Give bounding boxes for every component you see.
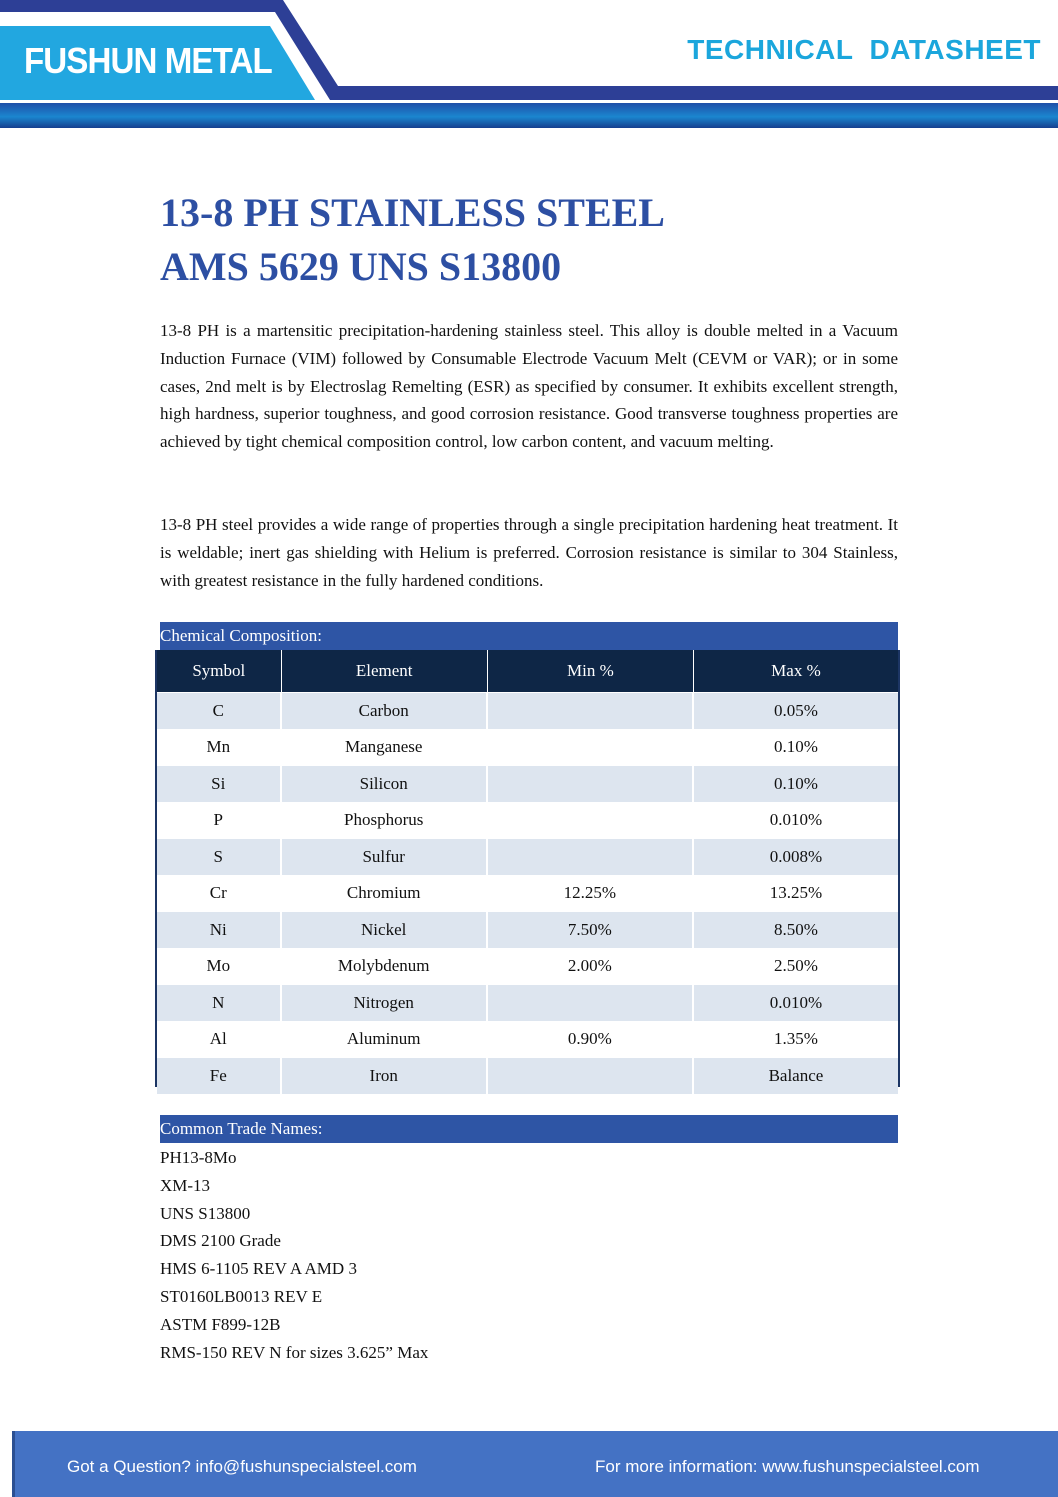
- cell-element: Sulfur: [282, 838, 488, 875]
- table-row: [157, 1057, 898, 1094]
- cell-min: 12.25%: [488, 875, 694, 912]
- list-item: ST0160LB0013 REV E: [160, 1286, 323, 1306]
- cell-max: 13.25%: [694, 875, 898, 912]
- table-row: [157, 802, 898, 839]
- cell-max: 0.010%: [694, 984, 898, 1021]
- cell-max: 0.010%: [694, 802, 898, 839]
- cell-symbol: N: [157, 984, 282, 1021]
- cell-min: [488, 765, 694, 802]
- cell-element: Silicon: [282, 765, 488, 802]
- table-row: [157, 692, 898, 729]
- cell-element: Nickel: [282, 911, 488, 948]
- table-row: [157, 948, 898, 985]
- cell-max: 0.10%: [694, 729, 898, 766]
- trade-names-list: [160, 1144, 428, 1366]
- column-header-symbol: Symbol: [157, 650, 282, 692]
- table-row: [157, 1021, 898, 1058]
- cell-max: 0.05%: [694, 692, 898, 729]
- intro-paragraph-2: 13-8 PH steel provides a wide range of properties through a single precipitation hardening heat treatment. It is weldable; inert gas shielding with Helium is preferred. Corrosion resistance is similar to 304 Stainless, with greatest resistance in the fully hardened conditions.: [160, 515, 898, 590]
- cell-max: Balance: [694, 1057, 898, 1094]
- table-row: [157, 984, 898, 1021]
- table-row: [157, 765, 898, 802]
- cell-symbol: Cr: [157, 875, 282, 912]
- contact-email-text[interactable]: Got a Question? info@fushunspecialsteel.com: [67, 1457, 417, 1476]
- cell-symbol: Ni: [157, 911, 282, 948]
- document-type-label: TECHNICAL DATASHEET: [687, 34, 1041, 65]
- cell-min: [488, 984, 694, 1021]
- cell-symbol: Si: [157, 765, 282, 802]
- page-header: [0, 0, 1058, 130]
- page-footer: [12, 1431, 1058, 1497]
- cell-max: 0.008%: [694, 838, 898, 875]
- list-item: RMS-150 REV N for sizes 3.625” Max: [160, 1342, 429, 1362]
- cell-element: Molybdenum: [282, 948, 488, 985]
- chemical-composition-table: [157, 650, 898, 1094]
- column-header-min: Min %: [488, 650, 694, 692]
- trade-names-heading: Common Trade Names:: [160, 1115, 898, 1143]
- cell-element: Manganese: [282, 729, 488, 766]
- cell-max: 1.35%: [694, 1021, 898, 1058]
- table-row: [157, 838, 898, 875]
- cell-symbol: Mn: [157, 729, 282, 766]
- cell-element: Phosphorus: [282, 802, 488, 839]
- list-item: ASTM F899-12B: [160, 1314, 281, 1334]
- cell-min: [488, 838, 694, 875]
- column-header-element: Element: [282, 650, 488, 692]
- table-row: [157, 875, 898, 912]
- brand-logo-text: FUSHUN METAL: [24, 40, 272, 81]
- list-item: DMS 2100 Grade: [160, 1231, 281, 1251]
- cell-symbol: P: [157, 802, 282, 839]
- list-item: XM-13: [160, 1175, 211, 1195]
- title-line-1: 13-8 PH STAINLESS STEEL: [160, 190, 665, 235]
- cell-min: 0.90%: [488, 1021, 694, 1058]
- cell-symbol: Mo: [157, 948, 282, 985]
- cell-element: Aluminum: [282, 1021, 488, 1058]
- cell-symbol: Fe: [157, 1057, 282, 1094]
- list-item: PH13-8Mo: [160, 1148, 237, 1167]
- cell-min: [488, 692, 694, 729]
- table-header-row: [157, 650, 898, 692]
- cell-max: 2.50%: [694, 948, 898, 985]
- cell-min: [488, 1057, 694, 1094]
- list-item: UNS S13800: [160, 1203, 251, 1223]
- list-item: HMS 6-1105 REV A AMD 3: [160, 1259, 357, 1279]
- cell-symbol: Al: [157, 1021, 282, 1058]
- cell-element: Chromium: [282, 875, 488, 912]
- cell-min: 2.00%: [488, 948, 694, 985]
- cell-min: [488, 802, 694, 839]
- cell-element: Carbon: [282, 692, 488, 729]
- cell-element: Nitrogen: [282, 984, 488, 1021]
- title-line-2: AMS 5629 UNS S13800: [160, 244, 562, 289]
- cell-min: [488, 729, 694, 766]
- table-row: [157, 729, 898, 766]
- cell-symbol: S: [157, 838, 282, 875]
- intro-paragraph-1: 13-8 PH is a martensitic precipitation-hardening stainless steel. This alloy is double melted in a Vacuum Induction Furnace (VIM) followed by Consumable Electrode Vacuum Melt (CEVM or VAR); or in some cases, 2nd melt is by Electroslag Remelting (ESR) as specified by consumer. It exhibits excellent strength, high hardness, superior toughness, and good corrosion resistance. Good transverse toughness properties are achieved by tight chemical composition control, low carbon content, and vacuum melting.: [160, 321, 898, 452]
- chemical-composition-heading: Chemical Composition:: [160, 622, 898, 650]
- website-link-text[interactable]: For more information: www.fushunspecialsteel.com: [595, 1457, 980, 1476]
- table-row: [157, 911, 898, 948]
- page-title: [160, 186, 665, 294]
- column-header-max: Max %: [694, 650, 898, 692]
- cell-element: Iron: [282, 1057, 488, 1094]
- cell-symbol: C: [157, 692, 282, 729]
- cell-max: 0.10%: [694, 765, 898, 802]
- chemical-composition-table-frame: [155, 650, 900, 1087]
- cell-max: 8.50%: [694, 911, 898, 948]
- cell-min: 7.50%: [488, 911, 694, 948]
